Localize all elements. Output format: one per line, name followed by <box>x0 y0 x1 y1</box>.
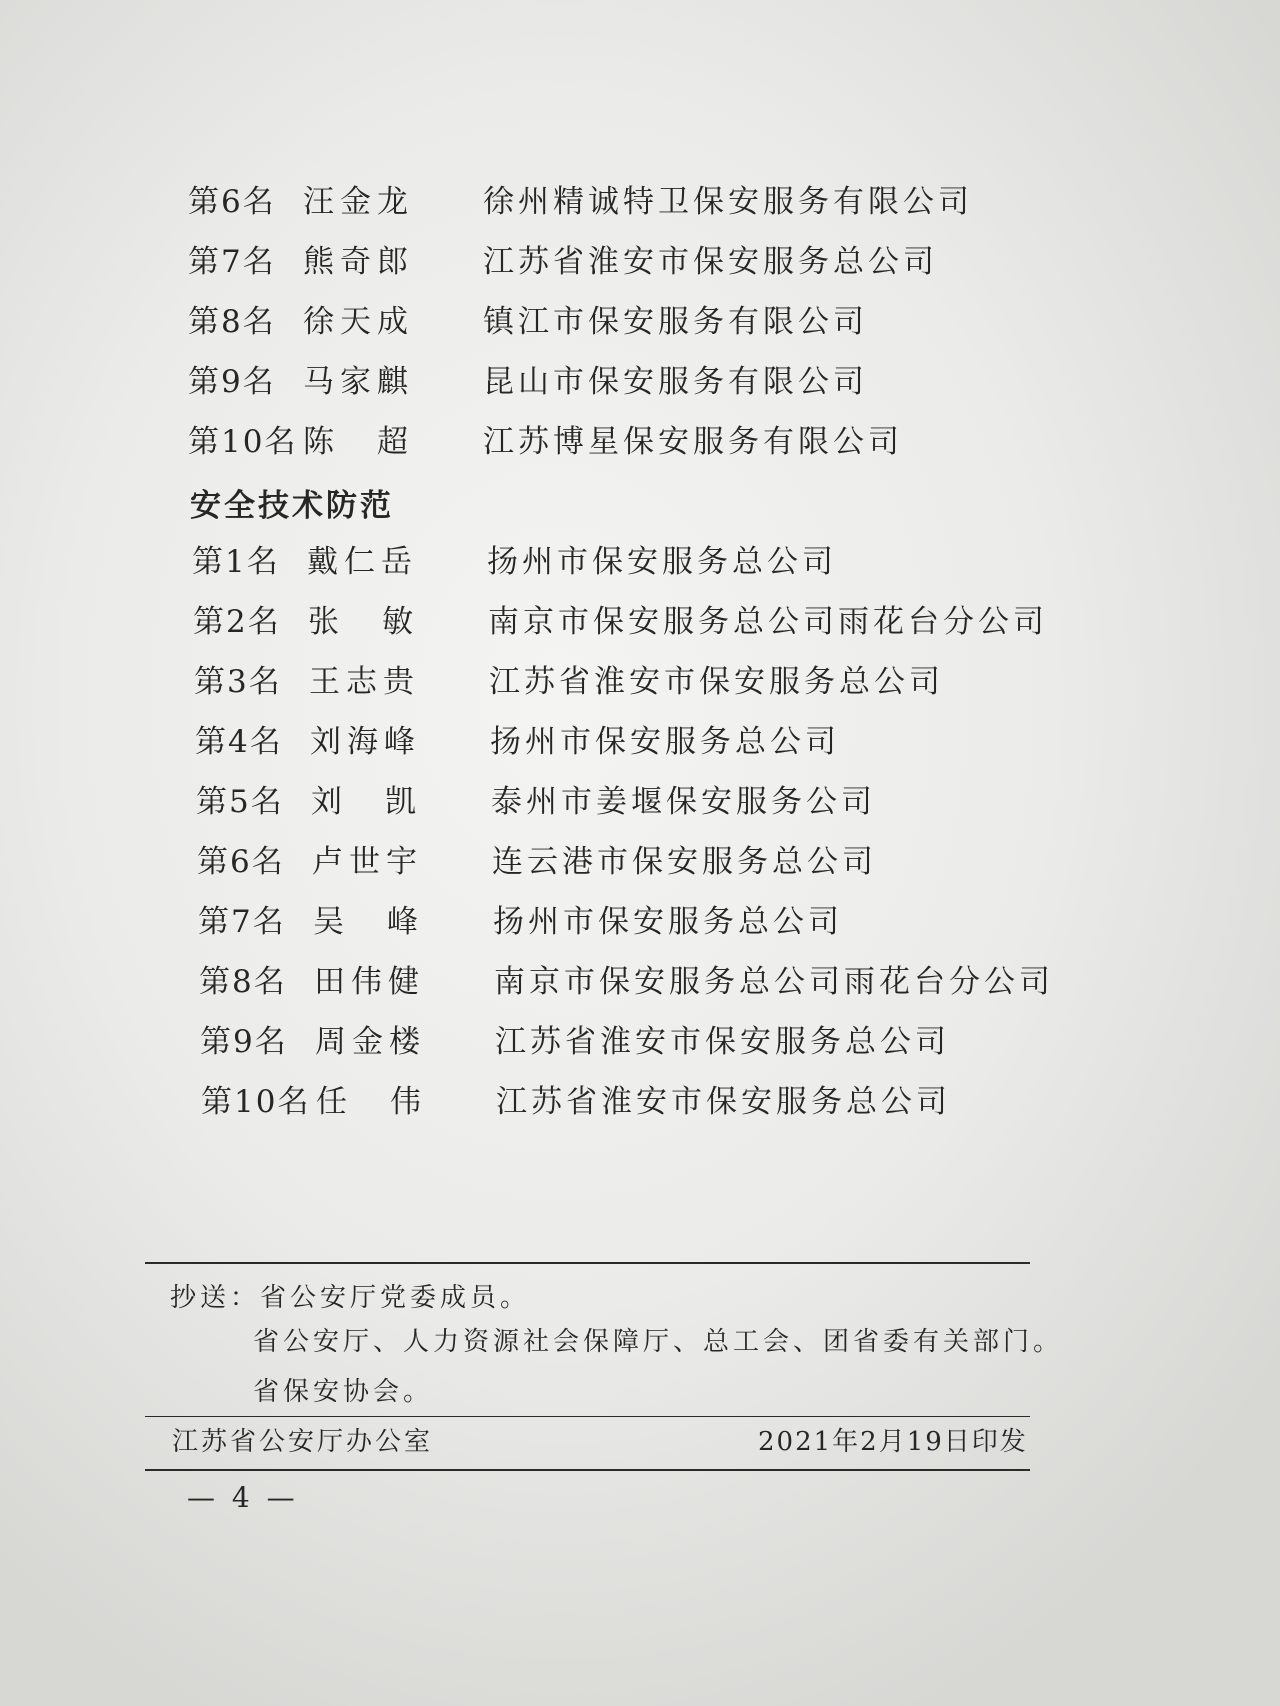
list-item <box>188 180 1068 224</box>
list-item <box>195 720 1095 764</box>
rank-label: 第8名 <box>199 964 287 1000</box>
person-name: 徐天成 <box>303 304 414 340</box>
cc-line-3: 省保安协会。 <box>253 1377 434 1407</box>
person-name: 吴 峰 <box>313 904 424 940</box>
person-name: 马家麒 <box>303 364 414 400</box>
list-item <box>198 900 1098 944</box>
list-item <box>194 660 1094 704</box>
person-name: 刘 凯 <box>311 784 422 820</box>
list-item <box>193 600 1093 644</box>
company-name: 江苏省淮安市保安服务总公司 <box>489 664 944 700</box>
company-name: 扬州市保安服务总公司 <box>493 904 843 940</box>
company-name: 连云港市保安服务总公司 <box>492 844 877 880</box>
rank-label: 第4名 <box>195 724 283 760</box>
rank-label: 第6名 <box>188 184 276 220</box>
list-item <box>188 420 1068 464</box>
rank-label: 第3名 <box>194 664 282 700</box>
rank-label: 第10名 <box>201 1084 311 1120</box>
person-name: 戴仁岳 <box>307 544 418 580</box>
list-item <box>201 1080 1101 1124</box>
company-name: 南京市保安服务总公司雨花台分公司 <box>494 964 1054 1000</box>
person-name: 张 敏 <box>308 604 419 640</box>
cc-line-2: 省公安厅、人力资源社会保障厅、总工会、团省委有关部门。 <box>253 1327 1064 1357</box>
company-name: 徐州精诚特卫保安服务有限公司 <box>483 184 973 220</box>
list-item <box>188 240 1068 284</box>
list-item <box>199 960 1099 1004</box>
list-item <box>197 840 1097 884</box>
list-item <box>188 360 1068 404</box>
person-name: 熊奇郎 <box>303 244 414 280</box>
rank-label: 第8名 <box>188 304 276 340</box>
person-name: 陈 超 <box>303 424 414 460</box>
person-name: 卢世宇 <box>312 844 423 880</box>
person-name: 任 伟 <box>316 1084 427 1120</box>
company-name: 江苏省淮安市保安服务总公司 <box>495 1024 950 1060</box>
middle-divider <box>145 1416 1030 1417</box>
company-name: 扬州市保安服务总公司 <box>487 544 837 580</box>
list-item <box>192 540 1092 584</box>
rank-label: 第5名 <box>196 784 284 820</box>
rank-label: 第1名 <box>192 544 280 580</box>
person-name: 汪金龙 <box>303 184 414 220</box>
person-name: 田伟健 <box>314 964 425 1000</box>
company-name: 江苏博星保安服务有限公司 <box>483 424 903 460</box>
rank-label: 第7名 <box>188 244 276 280</box>
bottom-divider <box>145 1469 1030 1471</box>
company-name: 江苏省淮安市保安服务总公司 <box>496 1084 951 1120</box>
issuing-office: 江苏省公安厅办公室 <box>172 1427 434 1457</box>
issue-date: 2021年2月19日印发 <box>758 1427 1028 1457</box>
list-item <box>196 780 1096 824</box>
company-name: 泰州市姜堰保安服务公司 <box>491 784 876 820</box>
person-name: 王志贵 <box>309 664 420 700</box>
person-name: 周金楼 <box>315 1024 426 1060</box>
section-heading: 安全技术防范 <box>190 488 394 524</box>
rank-label: 第6名 <box>197 844 285 880</box>
rank-label: 第2名 <box>193 604 281 640</box>
company-name: 镇江市保安服务有限公司 <box>483 304 868 340</box>
page-number: — 4 — <box>187 1481 299 1514</box>
rank-label: 第7名 <box>198 904 286 940</box>
top-divider <box>145 1262 1030 1264</box>
company-name: 昆山市保安服务有限公司 <box>483 364 868 400</box>
company-name: 扬州市保安服务总公司 <box>490 724 840 760</box>
company-name: 南京市保安服务总公司雨花台分公司 <box>488 604 1048 640</box>
rank-label: 第9名 <box>188 364 276 400</box>
company-name: 江苏省淮安市保安服务总公司 <box>483 244 938 280</box>
person-name: 刘海峰 <box>310 724 421 760</box>
cc-line-1: 抄送：省公安厅党委成员。 <box>170 1283 531 1313</box>
rank-label: 第10名 <box>188 424 298 460</box>
list-item <box>200 1020 1100 1064</box>
rank-label: 第9名 <box>200 1024 288 1060</box>
list-item <box>188 300 1068 344</box>
